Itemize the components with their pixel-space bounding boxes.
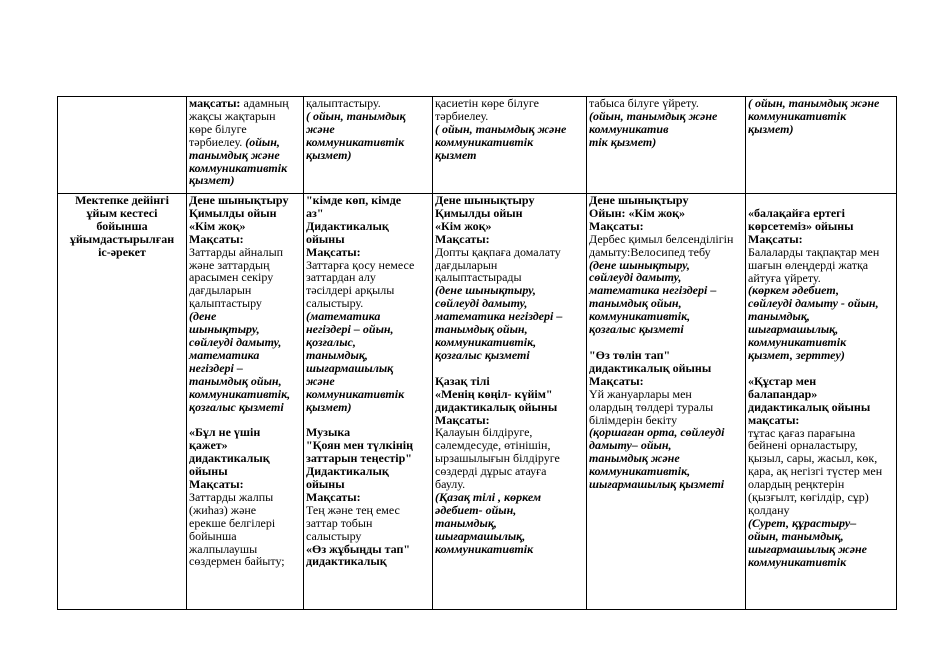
cell-line: ойыны: [306, 231, 345, 246]
cell-line: Мақсаты:: [748, 231, 803, 246]
cell-line: сөйлеуді дамыту,: [589, 270, 682, 285]
cell-line: коммуникативтік,: [589, 464, 691, 479]
cell-line: және: [306, 373, 335, 388]
table-row: [58, 194, 897, 610]
cell-line: Заттарды айналып: [189, 244, 284, 259]
cell-line: «балақайға ертегі: [748, 206, 845, 220]
cell-line: Қимылды ойын: [189, 205, 277, 220]
cell-line: ойыны: [189, 464, 228, 479]
cell-line: жалпылаушы: [189, 541, 258, 556]
table-row: [58, 97, 897, 194]
cell-line: заттарын теңестір": [306, 451, 412, 466]
cell-line: сөйлеуді дамыту - ойын,: [748, 296, 879, 311]
cell-line: (көркем әдебиет,: [748, 283, 839, 298]
cell-line: тұтас қағаз парағына: [748, 425, 856, 440]
cell-line: ойын, танымдық,: [748, 528, 844, 543]
cell-line: қалыптастыру.: [306, 96, 381, 110]
cell-line: көре білуге: [189, 121, 247, 136]
cell-line: ойыны: [306, 477, 345, 492]
cell-line: Дене шынықтыру: [589, 193, 689, 207]
cell-line: ( ойын, танымдық және: [435, 121, 567, 136]
cell-line: Мақсаты:: [306, 244, 361, 259]
cell-line: Мақсаты:: [189, 477, 244, 492]
table-cell: [746, 97, 897, 194]
cell-line: танымдық ойын,: [189, 373, 282, 388]
cell-line: іс-әрекет: [98, 244, 146, 259]
cell-line: айтуға үйрету.: [748, 270, 821, 285]
cell-line: Мақсаты:: [589, 373, 644, 388]
cell-line: дидактикалық: [306, 554, 387, 569]
cell-line: тәрбиелеу.: [435, 108, 489, 123]
cell-line: (дене шынықтыру,: [589, 257, 690, 272]
cell-line: "Өз төлін тап": [589, 347, 671, 362]
cell-line: дидактикалық ойыны: [748, 399, 871, 414]
cell-line: қасиетін көре білуге: [435, 96, 539, 110]
cell-line: Заттарды жалпы: [189, 489, 274, 504]
cell-line: дағдыларын: [435, 257, 498, 272]
cell-line: дамыту:Велосипед тебу: [589, 244, 711, 259]
cell-line: қозғалыс қызметі: [589, 322, 684, 337]
cell-line: қызмет): [306, 147, 352, 162]
cell-line: қалыптастыру: [189, 296, 262, 311]
table-cell: [304, 97, 433, 194]
cell-line: көрсетеміз» ойыны: [748, 218, 854, 233]
cell-line: математика негіздері –: [589, 283, 717, 298]
cell-line: коммуникативтік: [189, 160, 288, 175]
cell-line: «Бұл не үшін: [189, 425, 261, 440]
cell-line: қажет»: [189, 438, 228, 453]
cell-line: Мақсаты:: [189, 231, 244, 246]
cell-line: Дербес қимыл белсенділігін: [589, 231, 734, 246]
cell-line: шығармашылық қызметі: [589, 477, 725, 492]
cell-line: «Кім жоқ»: [189, 218, 246, 233]
cell-line: қозғалыс,: [306, 334, 356, 349]
cell-line: Дене шынықтыру: [189, 193, 289, 207]
cell-line: шығармашылық: [306, 360, 394, 375]
cell-line: коммуникативтік,: [189, 386, 291, 401]
cell-line: қызмет, зерттеу): [748, 347, 845, 362]
cell-line: коммуникативтік: [748, 554, 847, 569]
cell-line: (ойын, танымдық және: [589, 108, 718, 123]
cell-line: танымдық,: [435, 515, 497, 530]
cell-line: Дене шынықтыру: [435, 193, 535, 207]
cell-line: коммуникативтік: [435, 541, 534, 556]
cell-line: шынықтыру,: [189, 322, 260, 337]
cell-line: танымдық,: [748, 309, 810, 324]
cell-line: қызыл, сары, жасыл, көк,: [748, 451, 878, 466]
cell-line: дидактикалық: [189, 451, 270, 466]
cell-line: тәсілдері арқылы: [306, 283, 395, 298]
cell-line: сәлемдесуде, өтінішін,: [435, 438, 551, 453]
cell-line: Дидактикалық: [306, 464, 389, 479]
cell-line: жақсы жақтарын: [189, 108, 276, 123]
cell-line: қызмет): [748, 121, 794, 136]
table-cell: [304, 194, 433, 610]
cell-line: заттар тобын: [306, 515, 373, 530]
cell-line: ырзашылығын білдіруге: [435, 451, 560, 466]
cell-line: коммуникативтік: [748, 108, 847, 123]
cell-line: арасымен секіру: [189, 270, 274, 285]
cell-line: (қоршаған орта, сөйлеуді: [589, 425, 725, 440]
cell-line: Балаларды тақпақтар мен: [748, 244, 880, 259]
table-cell: [433, 194, 587, 610]
cell-line: математика негіздері –: [435, 309, 563, 324]
cell-line: баулу.: [435, 477, 466, 492]
cell-line: (қызғылт, көгілдір, сұр): [748, 490, 869, 505]
cell-line: шығармашылық,: [748, 322, 839, 337]
cell-spacer: [748, 362, 894, 375]
cell-line: "кімде көп, кімде: [306, 193, 402, 207]
cell-line: Тең және тең емес: [306, 502, 400, 517]
table-cell: [187, 97, 304, 194]
cell-line: дидактикалық ойыны: [589, 360, 712, 375]
cell-line: қалыптастырады: [435, 270, 522, 285]
cell-line: «Құстар мен: [748, 373, 817, 388]
cell-line: "Қоян мен түлкінің: [306, 438, 413, 453]
cell-line: ( ойын, танымдық: [306, 108, 406, 123]
cell-line: әдебиет- ойын,: [435, 502, 517, 517]
table-cell: [187, 194, 304, 610]
cell-line: балапандар»: [748, 386, 818, 401]
cell-line: негіздері – ойын,: [306, 322, 394, 337]
cell-line: табыса білуге үйрету.: [589, 96, 699, 110]
cell-line: ұйым кестесі: [86, 205, 158, 220]
cell-line: танымдық ойын,: [589, 296, 682, 311]
cell-line: бейнені орналастыру,: [748, 438, 858, 453]
cell-line: ұйымдастырылған: [69, 231, 175, 246]
cell-line: тік қызмет): [589, 134, 657, 149]
cell-line: олардың реңктерін: [748, 477, 845, 492]
cell-line: танымдық ойын,: [435, 322, 528, 337]
cell-line: және: [306, 121, 335, 136]
cell-line: (дене: [189, 309, 217, 324]
cell-line: Мақсаты:: [435, 412, 490, 427]
cell-line: қызмет): [306, 399, 352, 414]
cell-line: Мектепке дейінгі: [75, 193, 169, 207]
cell-line: дағдыларын: [189, 283, 252, 298]
cell-line: негіздері –: [189, 360, 243, 375]
cell-line: сөздерді дұрыс атауға: [435, 464, 547, 479]
cell-line: қара, ақ негізгі түстер мен: [748, 464, 883, 479]
cell-line: сөйлеуді дамыту,: [189, 334, 282, 349]
cell-line: Ойын: «Кім жоқ»: [589, 205, 686, 220]
daily-plan-table: [57, 96, 897, 610]
cell-line: Допты қақпаға домалату: [435, 244, 561, 259]
cell-line: (Сурет, құрастыру–: [748, 515, 857, 530]
cell-line: Қимылды ойын: [435, 205, 523, 220]
cell-line: коммуникативтік: [306, 134, 405, 149]
cell-line: коммуникативтік: [306, 386, 405, 401]
cell-line: Дидактикалық: [306, 218, 389, 233]
table-cell: [587, 194, 746, 610]
cell-line: олардың төлдері туралы: [589, 399, 714, 414]
cell-line: шағын өлеңдерді жатқа: [748, 257, 869, 272]
cell-line: (Қазақ тілі , көркем: [435, 489, 542, 504]
cell-line: сөздермен байыту;: [189, 554, 285, 569]
cell-line: қызмет): [189, 173, 235, 188]
cell-line: Қазақ тілі: [435, 373, 490, 388]
cell-line: мақсаты: адамның: [189, 96, 289, 110]
cell-line: Қалауын білдіруге,: [435, 425, 533, 440]
cell-line: салыстыру: [306, 528, 362, 543]
table-cell: [746, 194, 897, 610]
cell-line: заттардан алу: [306, 270, 376, 285]
cell-line: дидактикалық ойыны: [435, 399, 558, 414]
cell-line: Мақсаты:: [306, 489, 361, 504]
cell-line: қозғалыс қызметі: [189, 399, 284, 414]
cell-line: коммуникативтік: [435, 134, 534, 149]
row-header-cell: [58, 194, 187, 610]
cell-spacer: [435, 362, 584, 375]
cell-line: танымдық және: [189, 147, 280, 162]
cell-line: аз": [306, 205, 324, 220]
cell-line: Үй жануарлары мен: [589, 386, 692, 401]
cell-line: «Менің көңіл- күйім": [435, 386, 553, 401]
cell-line: сөйлеуді дамыту,: [435, 296, 528, 311]
cell-line: ( ойын, танымдық және: [748, 96, 880, 110]
cell-line: қозғалыс қызметі: [435, 347, 530, 362]
cell-line: танымдық,: [306, 347, 368, 362]
cell-line: (математика: [306, 309, 381, 324]
table-cell: [587, 97, 746, 194]
cell-line: бойынша: [189, 528, 237, 543]
empty-header-cell: [58, 97, 187, 194]
cell-line: коммуникативтік: [748, 335, 847, 350]
cell-line: мақсаты:: [748, 412, 800, 427]
cell-line: ерекше белгілері: [189, 515, 276, 530]
cell-line: қолдану: [748, 502, 790, 517]
cell-line: Заттарға қосу немесе: [306, 257, 415, 272]
cell-line: шығармашылық,: [435, 528, 526, 543]
cell-line: (жиһаз) және: [189, 502, 257, 517]
cell-line: танымдық және: [589, 451, 680, 466]
cell-line: тәрбиелеу. (ойын,: [189, 134, 280, 149]
cell-line: коммуникативтік,: [589, 309, 691, 324]
cell-line: және заттардың: [189, 257, 270, 272]
cell-line: «Кім жоқ»: [435, 218, 492, 233]
cell-line: «Өз жұбыңды тап": [306, 541, 411, 556]
cell-line: (дене шынықтыру,: [435, 283, 536, 298]
cell-line: шығармашылық және: [748, 541, 868, 556]
cell-line: бойынша: [96, 218, 148, 233]
cell-line: Мақсаты:: [435, 231, 490, 246]
cell-line: салыстыру.: [306, 296, 364, 311]
table-cell: [433, 97, 587, 194]
cell-line: Мақсаты:: [589, 218, 644, 233]
cell-line: дамыту– ойын,: [589, 438, 672, 453]
cell-line: коммуникатив: [589, 121, 669, 136]
cell-line: қызмет: [435, 147, 477, 162]
cell-line: коммуникативтік,: [435, 334, 537, 349]
cell-line: Музыка: [306, 425, 351, 440]
cell-line: білімдерін бекіту: [589, 412, 678, 427]
cell-line: математика: [189, 347, 260, 362]
